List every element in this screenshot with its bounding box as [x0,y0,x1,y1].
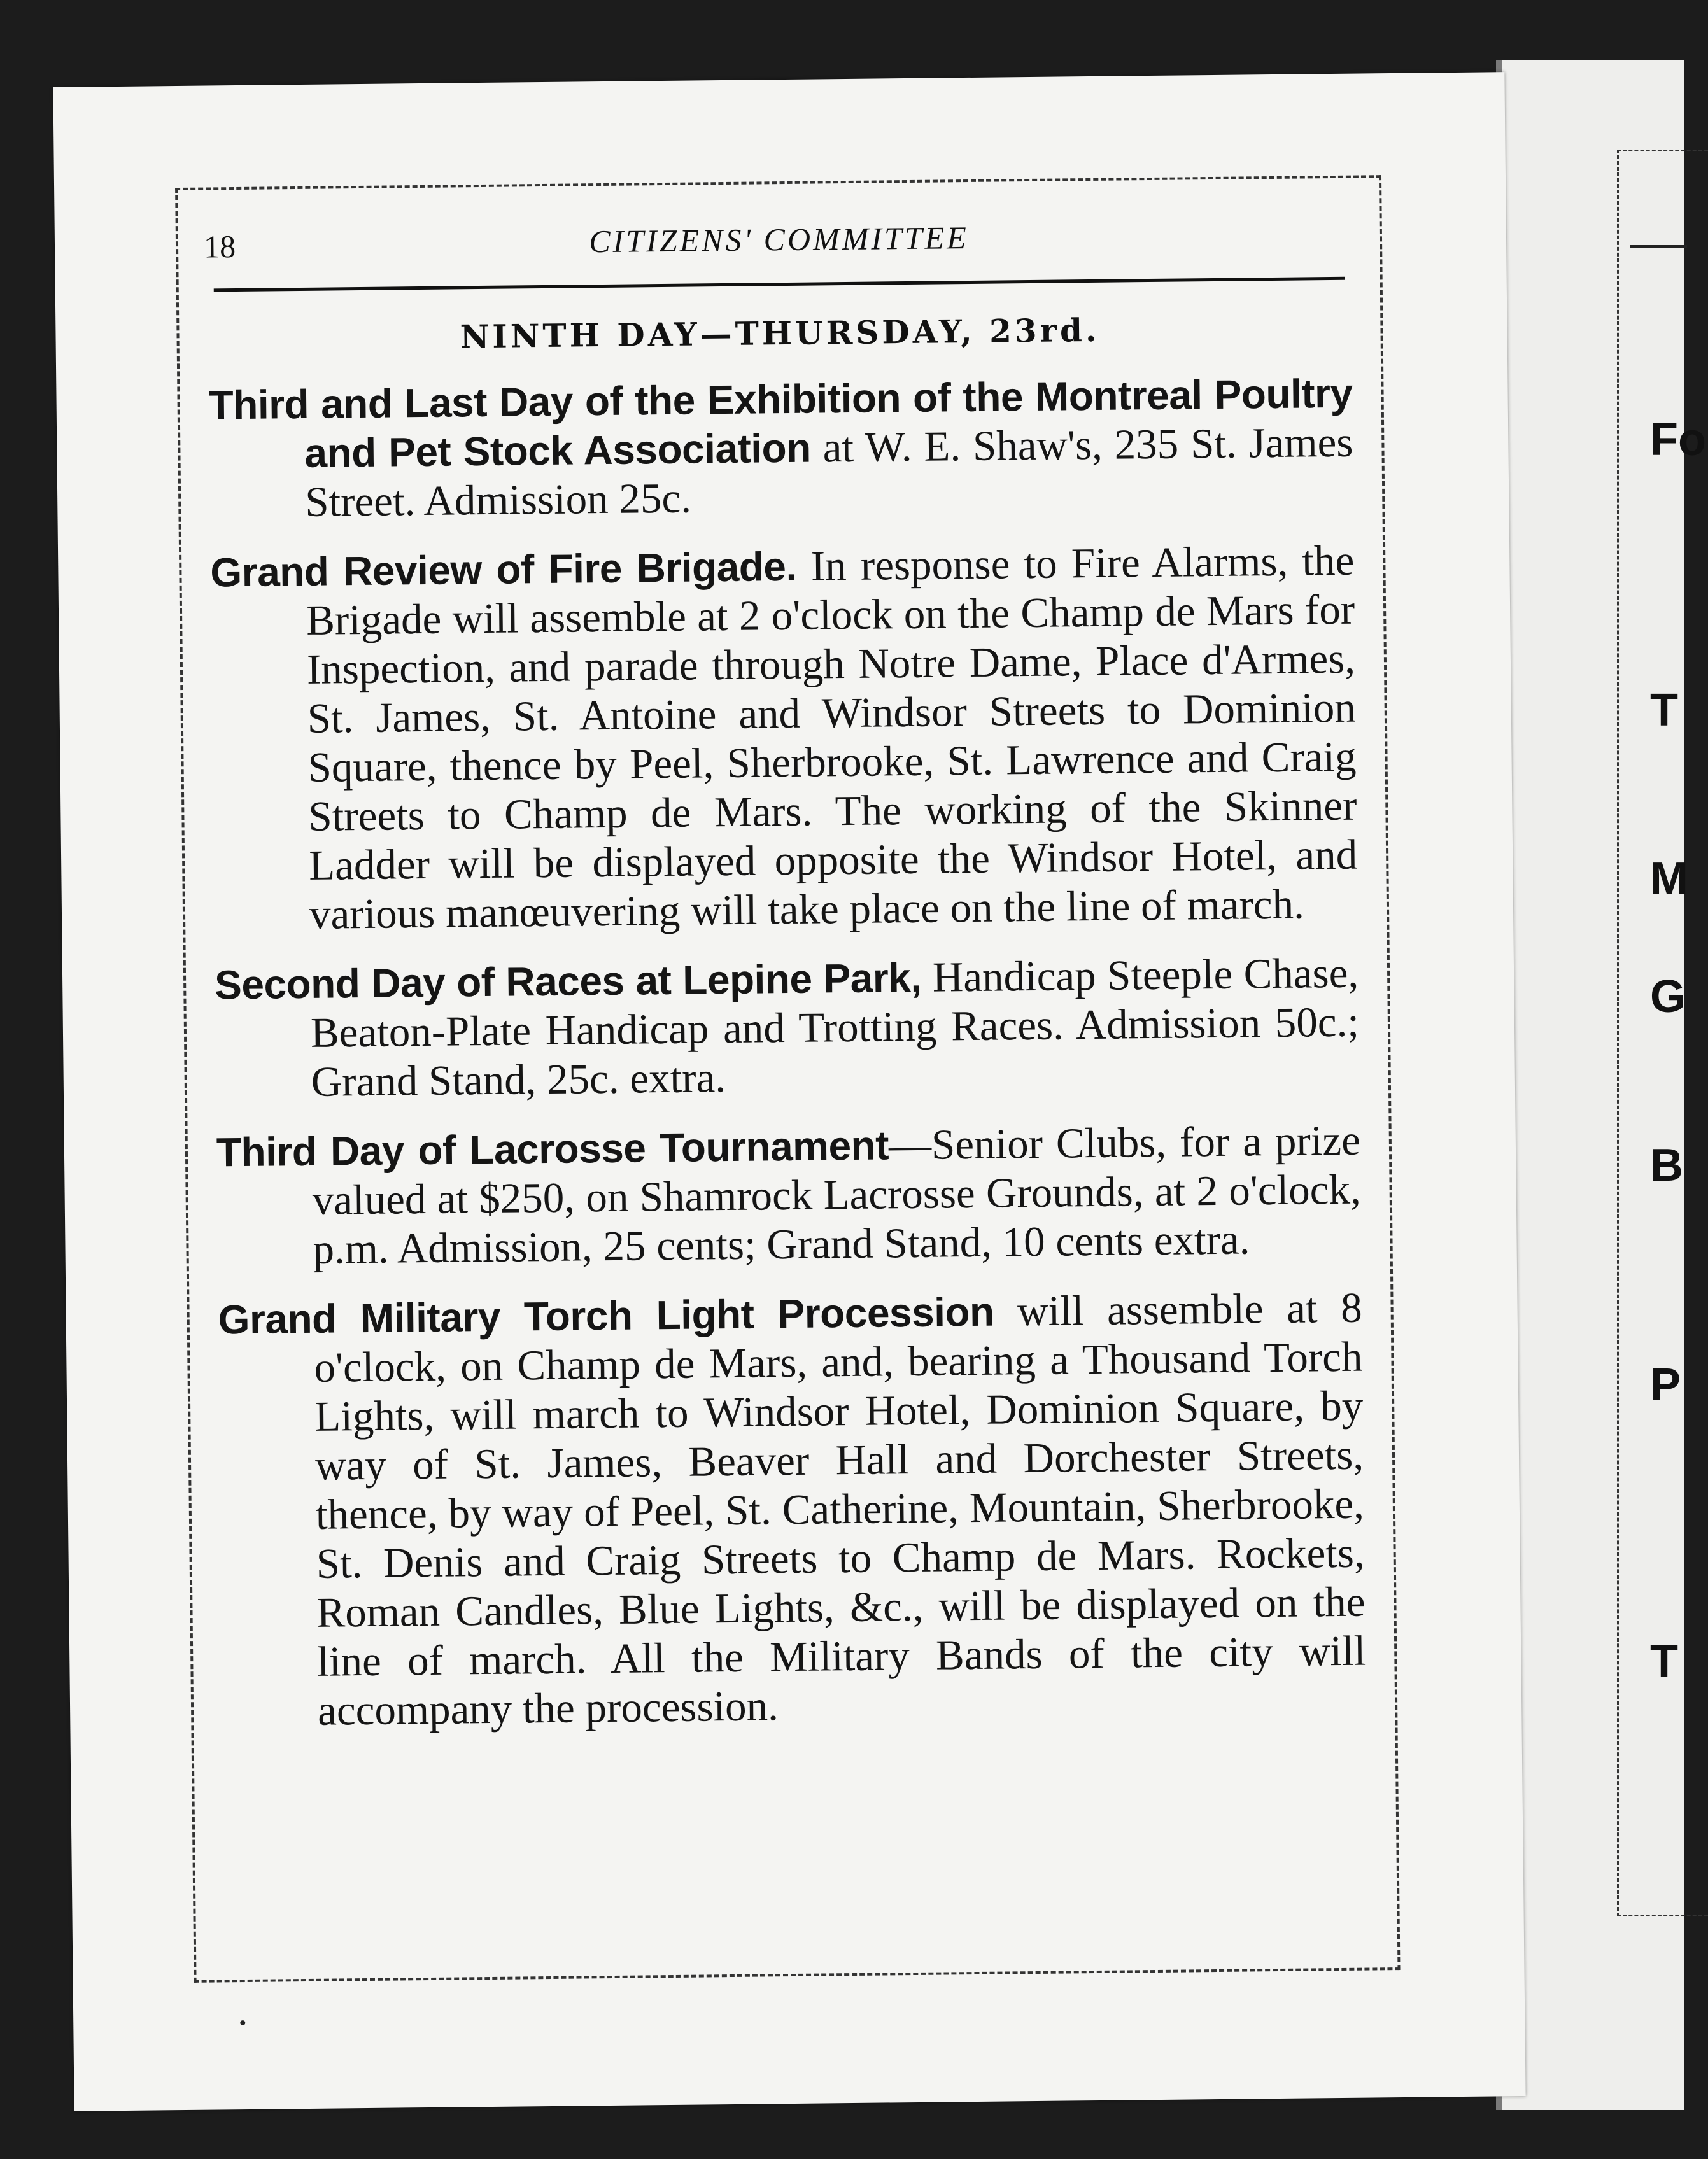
event-body: at W. E. Shaw's, 235 St. James Street. Admission 25c. [304,418,1353,526]
facing-page-edge-letter: M [1650,854,1688,904]
day-heading: NINTH DAY—THURSDAY, 23rd. [460,311,1100,356]
event-body: In response to Fire Alarms, the Brigade will assemble at 2 o'clock on the Champ de Mars for Inspection, and parade through Notre Dame, Place d'Armes, St. James, St. Antoine and Windsor Streets to Dominion Square, thence by Peel, Sherbrooke, St. Lawrence and Craig Streets to Champ de Mars. The working of the Skinner Ladder will be displayed opposite the Windsor Hotel, and various manœuvering will take place on the line of march. [306,537,1358,938]
event-title: Grand Military Torch Light Procession [218,1288,994,1343]
event-title: Third Day of Lacrosse Tournament [216,1122,889,1176]
event-body: will assemble at 8 o'clock, on Champ de Mars, and, bearing a Thousand Torch Lights, will march to Windsor Hotel, Dominion Square, by way of St. James, Beaver Hall and Dorchester Streets, thence, by way of Peel, St. Catherine, Mountain, Sherbrooke, St. Denis and Craig Streets to Champ de Mars. Rockets, Roman Candles, Blue Lights, &c., will be displayed on the line of march. All the Military Bands of the city will accompany the procession. [314,1284,1366,1734]
booklet-page [53,72,1525,2111]
header-rule [214,277,1345,292]
page-number: 18 [203,229,236,265]
facing-page-rule [1630,245,1687,248]
facing-page-edge-letter: Fo [1650,414,1706,465]
event-entry [208,369,1353,528]
event-body: —Senior Clubs, for a prize valued at $250, on Shamrock Lacrosse Grounds, at 2 o'clock, p.m. Admission, 25 cents; Grand Stand, 10 cents extra. [312,1116,1362,1273]
print-speck [240,2020,245,2025]
event-body: Handicap Steeple Chase, Beaton-Plate Handicap and Trotting Races. Admission 50c.; Grand Stand, 25c. extra. [310,949,1360,1106]
event-entry [218,1284,1366,1737]
event-title: Grand Review of Fire Brigade. [210,543,798,596]
event-entry [215,949,1360,1108]
facing-page-edge-letter: T [1650,1636,1678,1687]
event-title: Second Day of Races at Lepine Park, [214,954,922,1008]
dashed-frame [175,175,1400,1983]
facing-page-edge-letter: G [1650,971,1686,1022]
running-head: CITIZENS' COMMITTEE [588,219,969,260]
event-list [208,369,1367,1757]
facing-page-edge-letter: P [1650,1360,1681,1410]
event-title: Third and Last Day of the Exhibition of the Montreal Poultry and Pet Stock Association [208,370,1353,476]
facing-page [1496,60,1706,2110]
facing-page-edge-letter: T [1650,685,1678,736]
event-entry [216,1116,1362,1276]
event-entry [210,537,1358,941]
facing-page-edge-letter: B [1650,1140,1683,1191]
